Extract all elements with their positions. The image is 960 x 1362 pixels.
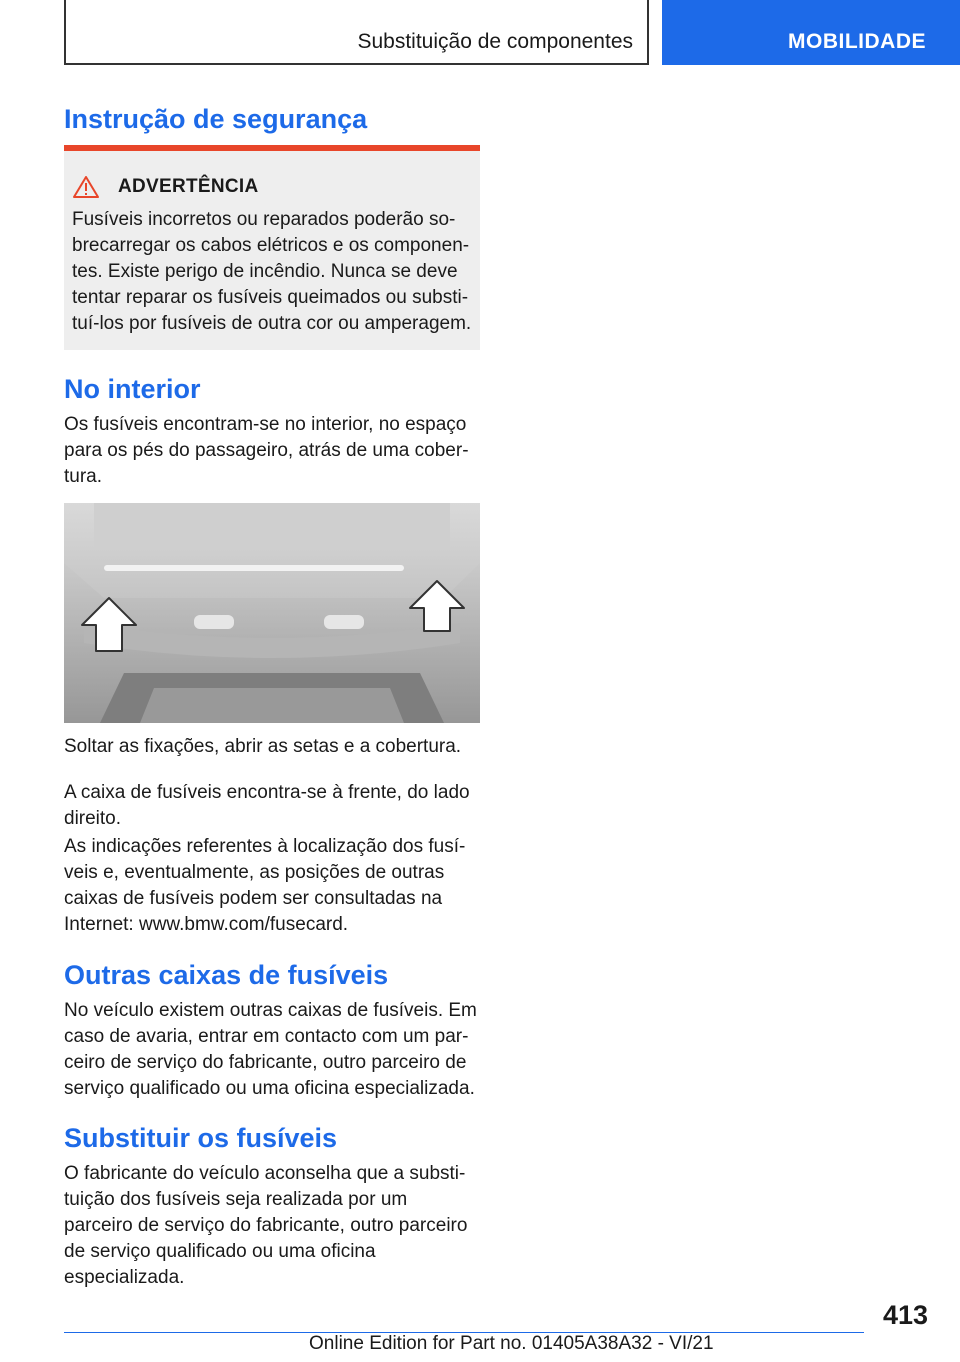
- warning-triangle-icon: [72, 175, 100, 199]
- section-tab-label: MOBILIDADE: [788, 30, 926, 53]
- warning-box: [64, 145, 480, 350]
- other-boxes-text: No veículo existem outras caixas de fusíveis. Em caso de avaria, entrar em contacto com um parceiro de serviço do fabricante, outro parceiro de serviço qualificado ou uma oficina especializada.: [64, 1000, 477, 1099]
- chapter-title: Substituição de componentes: [357, 30, 633, 53]
- safety-heading: Instrução de segurança: [64, 104, 368, 134]
- other-boxes-heading: Outras caixas de fusíveis: [64, 960, 389, 990]
- photo-caption: Soltar as fixações, abrir as setas e a cobertura.: [64, 736, 462, 757]
- footer-edition: Online Edition for Part no. 01405A38A32 - VI/21: [309, 1333, 714, 1354]
- warning-title: ADVERTÊNCIA: [118, 176, 259, 197]
- interior-heading: No interior: [64, 374, 201, 404]
- chapter-header: [64, 0, 649, 65]
- interior-para-2: As indicações referentes à localização dos fusíveis e, eventualmente, as posições de outras caixas de fusíveis podem ser consultadas na Internet: www.bmw.com/fusecard.: [64, 836, 466, 935]
- replace-heading: Substituir os fusíveis: [64, 1123, 338, 1153]
- fuse-cover-photo: [64, 503, 480, 723]
- warning-header: [72, 175, 259, 199]
- section-tab: [662, 0, 960, 65]
- interior-para-1: A caixa de fusíveis encontra-se à frente, do lado direito.: [64, 782, 470, 829]
- warning-text: Fusíveis incorretos ou reparados poderão sobrecarregar os cabos elétricos e os componentes. Existe perigo de incêndio. Nunca se deve tentar reparar os fusíveis queimados ou substituí-los por fusíveis de outra cor ou amperagem.: [72, 209, 472, 334]
- fuse-cover-illustration: [64, 503, 480, 723]
- page-number: 413: [882, 1300, 928, 1330]
- interior-intro: Os fusíveis encontram-se no interior, no espaço para os pés do passageiro, atrás de uma cobertura.: [64, 414, 469, 487]
- replace-text: O fabricante do veículo aconselha que a substituição dos fusíveis seja realizada por um parceiro de serviço do fabricante, outro parceiro de serviço qualificado ou uma oficina especializada.: [64, 1163, 468, 1288]
